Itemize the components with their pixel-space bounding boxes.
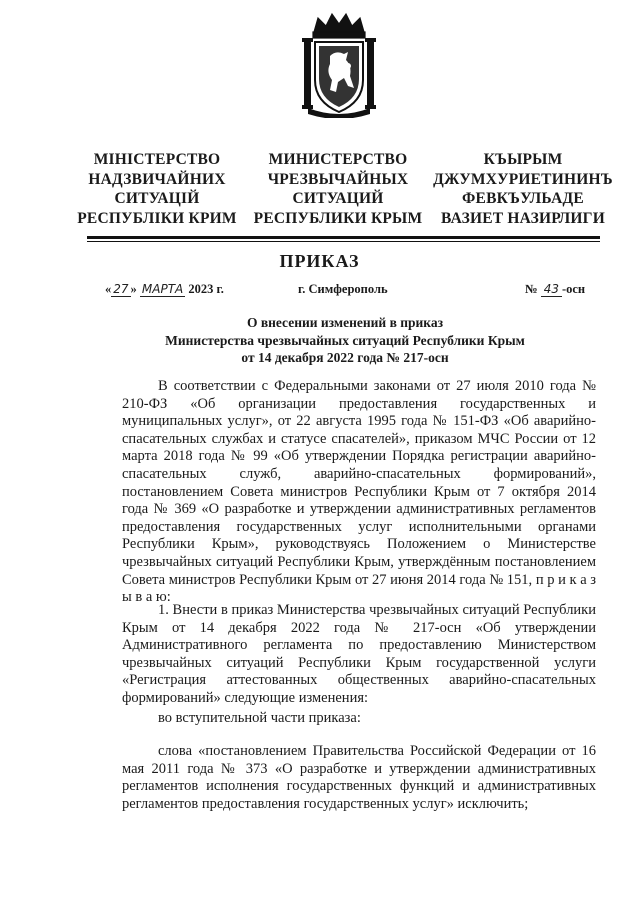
body-line: Республики Крым государственной услуги «Регистрация аттестованных — [122, 654, 596, 689]
header-divider-thick — [87, 236, 600, 239]
body-line: постановлением Совета министров Республики Крым от 27 июня 2014 года — [122, 553, 597, 588]
header-line: ДЖУМХУРИЕТИНИНЪ — [433, 170, 613, 188]
body-line: общественных аварийно-спасательных формирований» следующие изменения: — [122, 672, 596, 706]
body-line: Крым от 7 октября 2014 года № 369 «О разработке и утверждении — [122, 483, 596, 518]
body-line: 2011 года № 373 «О разработке и утверждении административных регламентов — [122, 760, 597, 795]
item-1-paragraph — [122, 602, 596, 708]
header-line: МИНИСТЕРСТВО — [268, 151, 408, 168]
crimea-coat-of-arms-icon — [300, 10, 378, 118]
date-year: 2023 г. — [188, 282, 224, 296]
header-line: НАДЗВИЧАЙНИХ — [88, 170, 226, 188]
body-line: № 151, — [489, 571, 533, 588]
body-line: утверждении Порядка регистрации аварийно-спасательных служб, аварийно- — [122, 448, 597, 482]
words-exclusion-paragraph — [122, 743, 596, 813]
number-value: 43 — [541, 282, 562, 297]
quote-close: » — [130, 282, 137, 296]
header-line: ВАЗИЕТ НАЗИРЛИГИ — [441, 209, 605, 227]
body-line: административных регламентов предоставления государственных услуг — [122, 501, 597, 535]
body-line: Крым от 14 декабря 2022 года № 217-осн «Об утверждении Административного — [122, 619, 596, 654]
date-day: 27 — [113, 282, 129, 296]
header-russian — [248, 150, 428, 228]
number-suffix: -осн — [561, 282, 586, 296]
body-line: В соответствии с Федеральными законами от 27 июля 2010 года № 210-ФЗ — [122, 378, 596, 412]
header-line: СИТУАЦІЙ — [114, 190, 200, 207]
header-divider-thin — [87, 241, 600, 242]
header-line: СИТУАЦИЙ — [292, 190, 384, 207]
document-subject — [100, 314, 590, 367]
body-line: спасателей», приказом МЧС России от 12 марта 2018 года № 99 «Об — [122, 430, 597, 465]
body-line: спасательных формирований», постановлением Совета министров Республики — [122, 465, 596, 500]
body-line: во вступительной части приказа: — [158, 710, 361, 726]
quote-open: « — [105, 282, 112, 296]
body-line: предоставления государственных услуг» исключить; — [201, 795, 529, 812]
document-title: ПРИКАЗ — [279, 251, 360, 271]
date-month: МАРТА — [141, 282, 184, 296]
body-line: Министерстве чрезвычайных ситуаций Республики Крым, утверждённым — [122, 536, 596, 570]
header-line: ЧРЕЗВЫЧАЙНЫХ — [267, 170, 409, 188]
body-line: слова «постановлением Правительства Российской Федерации от 16 мая — [122, 743, 596, 777]
subject-line: от 14 декабря 2022 года № 217-осн — [241, 350, 449, 365]
subject-line: О внесении изменений в приказ — [246, 315, 444, 330]
body-line: 1. Внести в приказ Министерства чрезвычайных ситуаций Республики — [158, 602, 596, 618]
body-line: «Об организации предоставления государственных и муниципальных услуг», от — [122, 395, 597, 430]
body-line: исполнения государственных функций и административных регламентов — [122, 778, 597, 812]
header-crimean-tatar — [428, 150, 618, 228]
header-line: КЪЫРЫМ — [483, 151, 563, 168]
intro-part-paragraph — [122, 710, 596, 728]
order-word: п р и к а з ы в а ю: — [122, 571, 596, 606]
header-ukrainian — [72, 150, 242, 228]
header-line: РЕСПУБЛИКИ КРЫМ — [253, 209, 423, 227]
body-line: 22 августа 1995 года № 151-ФЗ «Об аварийно-спасательных службах и статусе — [122, 413, 596, 447]
body-line: регламента по предоставлению Министерством чрезвычайных ситуаций — [122, 637, 596, 671]
preamble-paragraph — [122, 378, 596, 607]
document-number — [525, 282, 605, 297]
header-line: ФЕВКЪУЛЬАДЕ — [462, 190, 584, 207]
document-city: г. Симферополь — [298, 282, 388, 296]
number-sign: № — [525, 282, 538, 296]
document-date — [105, 282, 255, 297]
subject-line: Министерства чрезвычайных ситуаций Республики Крым — [165, 332, 525, 348]
header-line: МІНІСТЕРСТВО — [93, 151, 221, 168]
header-line: РЕСПУБЛІКИ КРИМ — [77, 209, 237, 227]
body-line: исполнительными органами Республики Крым», руководствуясь Положением о — [122, 518, 596, 553]
